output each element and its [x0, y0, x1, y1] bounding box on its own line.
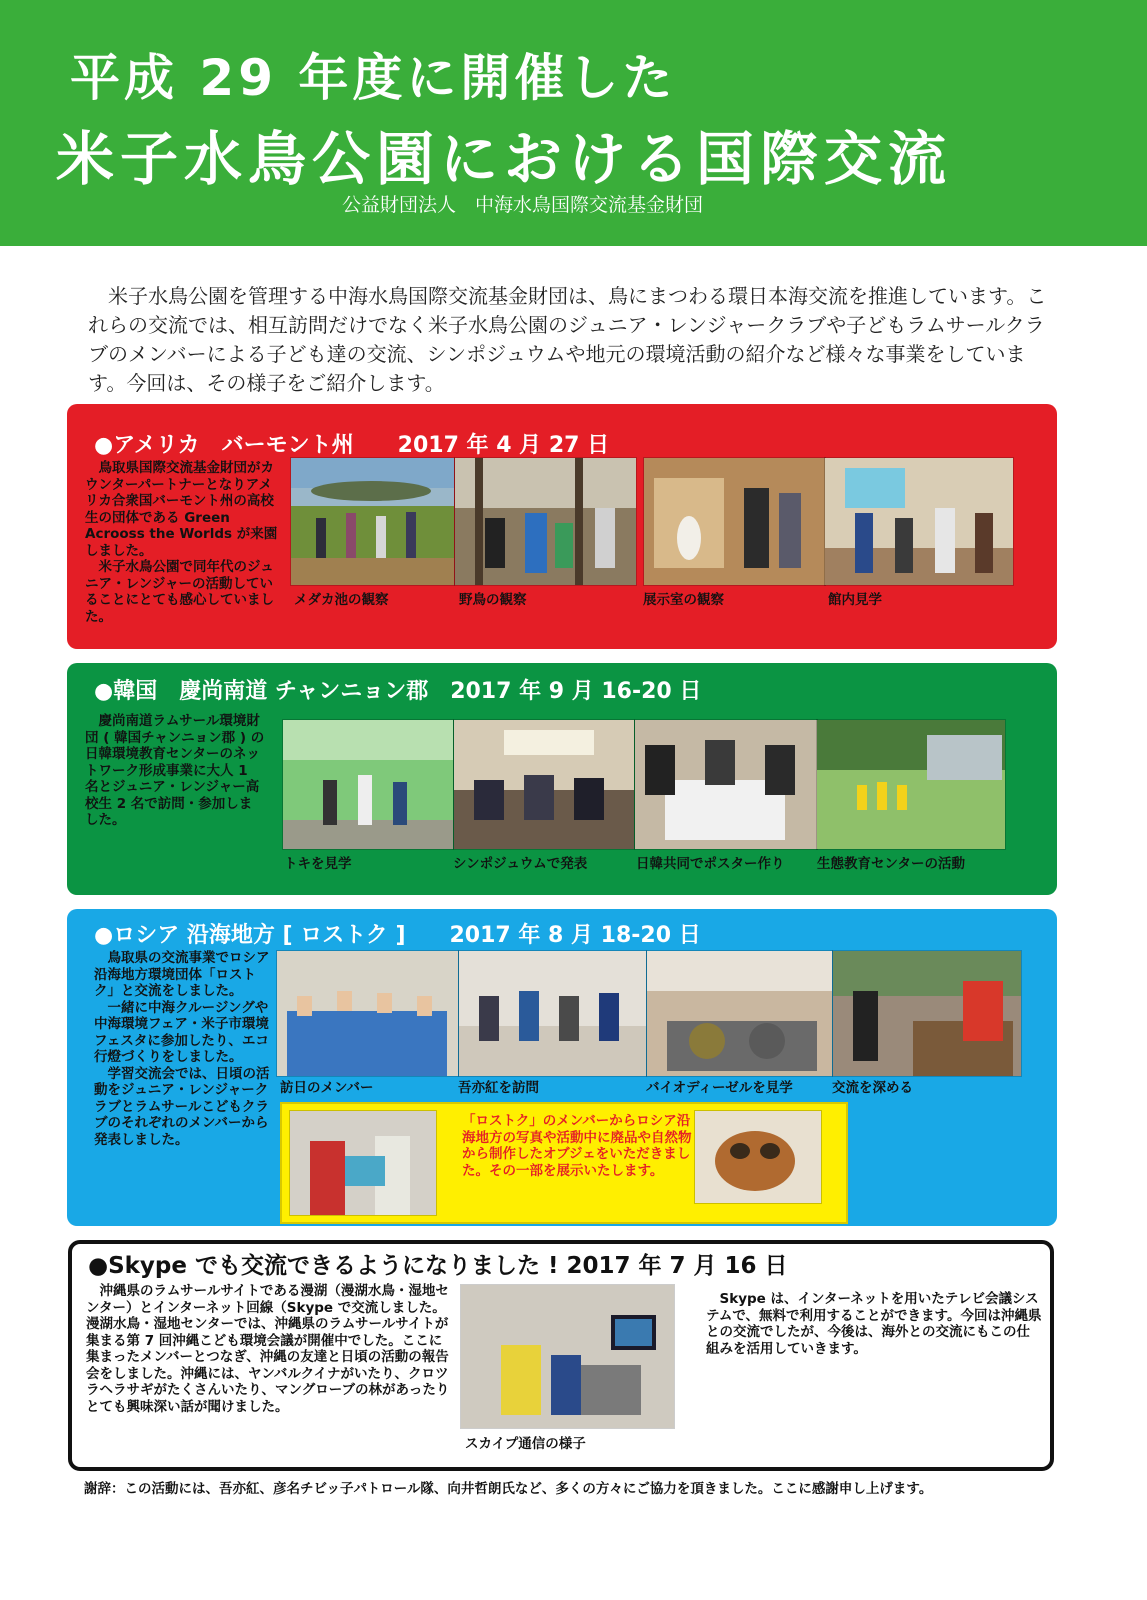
- skype-right-para: Skype は、インターネットを用いたテレビ会議システムで、無料で利用することができます。今回は沖縄県との交流でしたが、今後は、海外との交流にもこの仕組みを活用していきます。: [706, 1291, 1042, 1357]
- photo-handmade-object: [694, 1110, 822, 1204]
- korea-text: [85, 713, 265, 829]
- korea-caption-4: 生態教育センターの活動: [817, 856, 965, 872]
- russia-para-1: 鳥取県の交流事業でロシア沿海地方環境団体「ロストク」と交流をしました。: [94, 950, 270, 999]
- photo-deepening-exchange: [832, 950, 1022, 1077]
- intro-paragraph: 米子水鳥公園を管理する中海水鳥国際交流基金財団は、鳥にまつわる環日本海交流を推進しています。これらの交流では、相互訪問だけでなく米子水鳥公園のジュニア・レンジャークラブや子どもラムサールクラブのメンバーによる子ども達の交流、シンポジュウムや地元の環境活動の紹介など様々な事業をしています。今回は、その様子をご紹介します。: [88, 284, 1047, 395]
- photo-bird-watching: [454, 457, 637, 586]
- russia-caption-1: 訪日のメンバー: [280, 1080, 374, 1096]
- organization-name: 公益財団法人 中海水鳥国際交流基金財団: [342, 194, 704, 216]
- photo-gift-presentation: [289, 1110, 437, 1216]
- korea-caption-1: トキを見学: [284, 856, 352, 872]
- photo-visiting-members: [276, 950, 459, 1077]
- skype-heading: ●Skype でも交流できるようになりました ! 2017 年 7 月 16 日: [88, 1253, 788, 1279]
- america-caption-2: 野鳥の観察: [459, 592, 527, 608]
- photo-skype-session: [460, 1284, 675, 1429]
- photo-visit-waremokou: [458, 950, 647, 1077]
- photo-museum-tour: [824, 457, 1014, 586]
- korea-heading: ●韓国 慶尚南道 チャンニョン郡 2017 年 9 月 16-20 日: [94, 679, 702, 704]
- photo-medaka-pond: [290, 457, 455, 586]
- america-caption-4: 館内見学: [828, 592, 882, 608]
- photo-poster-making: [634, 719, 818, 850]
- skype-left-text: [86, 1283, 450, 1415]
- page-title-line1: 平成 29 年度に開催した: [70, 49, 677, 107]
- russia-caption-2: 吾亦紅を訪問: [458, 1080, 539, 1096]
- russia-text: [94, 950, 270, 1148]
- america-text: [85, 460, 285, 625]
- photo-eco-center: [816, 719, 1006, 850]
- acknowledgement: 謝辞：この活動には、吾亦紅、彦名チビッ子パトロール隊、向井哲朗氏など、多くの方々にご協力を頂きました。ここに感謝申し上げます。: [84, 1481, 933, 1497]
- russia-caption-3: バイオディーゼルを見学: [646, 1080, 793, 1096]
- america-para-1: 鳥取県国際交流基金財団がカウンターパートナーとなりアメリカ合衆国バーモント州の高校生の団体である Green Acrooss the Worlds が来園しました。: [85, 460, 278, 559]
- russia-caption-4: 交流を深める: [832, 1080, 913, 1096]
- america-para-2: 米子水鳥公園で同年代のジュニア・レンジャーの活動していることにとても感心していました。: [85, 559, 274, 625]
- skype-right-text: [706, 1291, 1042, 1357]
- skype-photo-caption: スカイプ通信の様子: [465, 1436, 586, 1452]
- russia-heading: ●ロシア 沿海地方 [ ロストク ] 2017 年 8 月 18-20 日: [94, 923, 701, 948]
- korea-para-1: 慶尚南道ラムサール環境財団 ( 韓国チャンニョン郡 ) の日韓環境教育センターのネットワーク形成事業に大人 1 名とジュニア・レンジャー高校生 2 名で訪問・参加しました。: [85, 713, 265, 828]
- page-title-line2: 米子水鳥公園における国際交流: [56, 125, 953, 193]
- russia-para-2: 一緒に中海クルージングや中海環境フェア・米子市環境フェスタに参加したり、エコ行燈づくりをしました。: [94, 999, 269, 1065]
- photo-ibis-viewing: [282, 719, 454, 850]
- skype-left-para: 沖縄県のラムサールサイトである漫湖（漫湖水鳥・湿地センター）とインターネット回線（Skype で交流しました。漫湖水鳥・湿地センターでは、沖縄県のラムサールサイトが集まる第 7 回沖縄こども環境会議が開催中でした。ここに集まったメンバーとつなぎ、沖縄の友達と日頃の活動の報告会をしました。沖縄には、ヤンバルクイナがいたり、クロツラヘラサギがたくさんいたり、マングローブの林があったりとても興味深い話が聞けました。: [86, 1283, 450, 1415]
- rostok-gift-note: 「ロストク」のメンバーからロシア沿海地方の写真や活動中に廃品や自然物から制作したオブジェをいただきました。その一部を展示いたします。: [462, 1113, 692, 1179]
- russia-para-3: 学習交流会では、日頃の活動をジュニア・レンジャークラブとラムサールこどもクラブのそれぞれのメンバーから発表しました。: [94, 1065, 270, 1148]
- america-caption-3: 展示室の観察: [643, 592, 724, 608]
- photo-biodiesel-tour: [646, 950, 833, 1077]
- korea-caption-3: 日韓共同でポスター作り: [636, 856, 785, 872]
- korea-caption-2: シンポジュウムで発表: [453, 856, 588, 872]
- photo-exhibition-room: [643, 457, 826, 586]
- america-heading: ●アメリカ バーモント州 2017 年 4 月 27 日: [94, 433, 610, 458]
- photo-symposium: [453, 719, 635, 850]
- america-caption-1: メダカ池の観察: [294, 592, 389, 608]
